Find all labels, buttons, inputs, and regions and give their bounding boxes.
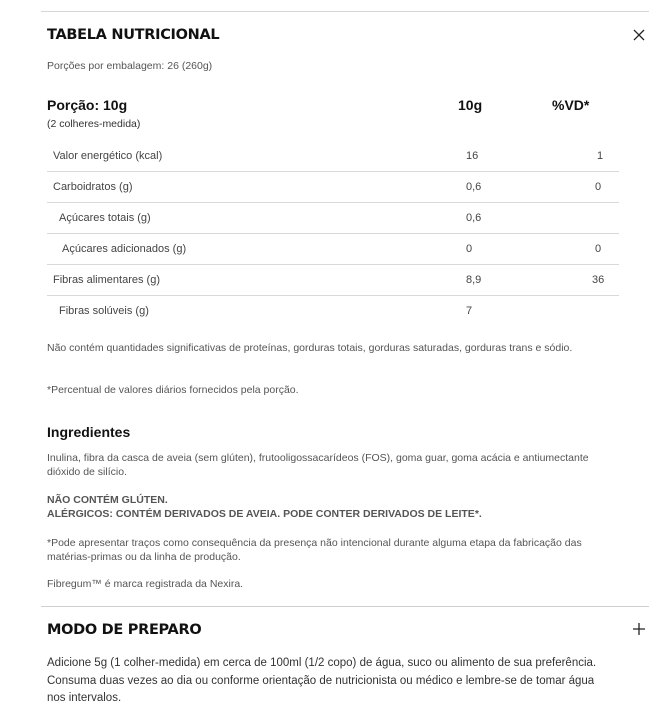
nutrient-value: 0,6 <box>466 172 560 203</box>
gluten-statement: NÃO CONTÉM GLÚTEN. <box>47 494 168 506</box>
table-row <box>47 141 619 172</box>
amount-column-header: 10g <box>458 97 483 113</box>
nutrient-value: 0,6 <box>466 203 560 234</box>
nutrient-vd: 36 <box>560 265 619 296</box>
table-row <box>47 265 619 296</box>
servings-per-package: Porções por embalagem: 26 (260g) <box>47 60 213 72</box>
portion-label: Porção: 10g <box>47 97 128 113</box>
close-icon[interactable] <box>630 26 648 44</box>
allergens-statement: ALÉRGICOS: CONTÉM DERIVADOS DE AVEIA. PODE CONTER DERIVADOS DE LEITE*. <box>47 508 482 520</box>
nutrient-value: 7 <box>466 305 473 317</box>
table-row <box>47 172 619 203</box>
allergen-warning <box>47 493 617 521</box>
nutrient-name: Valor energético (kcal) <box>47 141 466 172</box>
nutrient-vd <box>560 296 619 327</box>
table-row <box>47 296 619 327</box>
nutrient-value: 0 <box>466 234 560 265</box>
trademark-note: Fibregum™ é marca registrada da Nexira. <box>47 578 244 590</box>
nutrition-section-title[interactable]: TABELA NUTRICIONAL <box>47 27 220 43</box>
insignificant-note: Não contém quantidades significativas de proteínas, gorduras totais, gorduras saturadas, gorduras trans e sódio. <box>47 342 573 354</box>
nutrient-vd: 1 <box>560 141 619 172</box>
preparation-section-title[interactable]: MODO DE PREPARO <box>47 622 202 638</box>
nutrient-vd <box>560 203 619 234</box>
nutrient-name: Fibras solúveis (g) <box>59 305 149 317</box>
nutrient-name: Açúcares adicionados (g) <box>47 234 466 265</box>
section-divider <box>41 606 649 607</box>
ingredients-text: Inulina, fibra da casca de aveia (sem glúten), frutooligossacarídeos (FOS), goma guar, goma acácia e antiumectante dióxido de silício. <box>47 452 589 478</box>
ingredients-title: Ingredientes <box>47 424 131 440</box>
nutrient-name: Fibras alimentares (g) <box>47 265 466 296</box>
nutrition-table <box>47 141 619 326</box>
nutrient-name: Açúcares totais (g) <box>47 203 466 234</box>
preparation-text: Adicione 5g (1 colher-medida) em cerca de 100ml (1/2 copo) de água, suco ou alimento de sua preferência. Consuma duas vezes ao dia ou conforme orientação de nutricionista ou médico e lembre-se de tomar água nos intervalos. <box>47 657 597 704</box>
vd-column-header: %VD* <box>552 97 590 113</box>
nutrient-name: Carboidratos (g) <box>47 172 466 203</box>
vd-footnote: *Percentual de valores diários fornecidos pela porção. <box>47 384 299 396</box>
nutrient-value: 16 <box>466 141 560 172</box>
nutrient-value: 8,9 <box>466 265 560 296</box>
traces-note: *Pode apresentar traços como consequência da presença não intencional durante alguma etapa da fabricação das matérias-primas ou da linha de produção. <box>47 537 582 563</box>
plus-icon[interactable] <box>630 620 648 638</box>
nutrient-vd: 0 <box>560 234 619 265</box>
portion-sub: (2 colheres-medida) <box>47 118 141 130</box>
table-row <box>47 203 619 234</box>
top-divider <box>41 11 649 12</box>
table-row <box>47 234 619 265</box>
nutrient-vd: 0 <box>560 172 619 203</box>
